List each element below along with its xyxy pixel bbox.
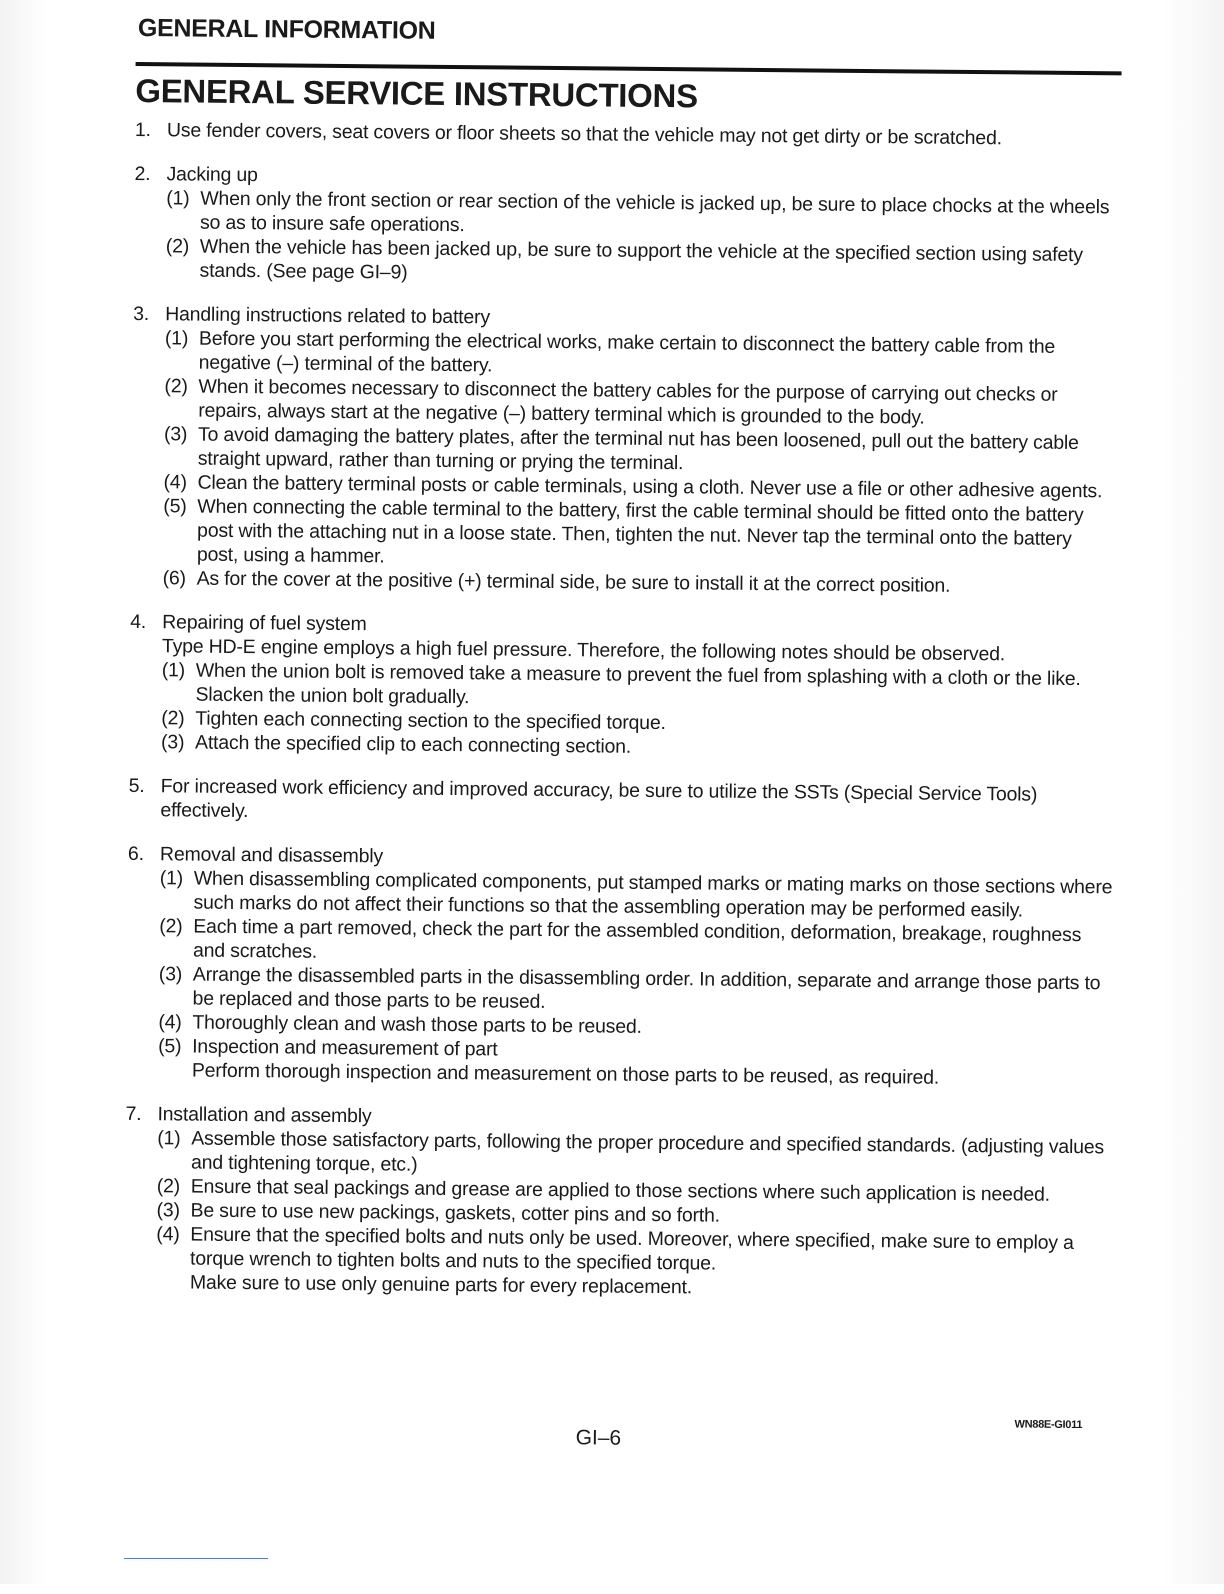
item-number: 2. <box>134 162 151 186</box>
item-number: 7. <box>125 1102 142 1126</box>
sub-item <box>165 234 1119 291</box>
sub-item-number: (3) <box>156 1199 180 1222</box>
sub-item-number: (1) <box>159 867 184 890</box>
sub-item-number: (1) <box>161 659 186 682</box>
item-text: For increased work efficiency and improved accuracy, be sure to utilize the SSTs (Special Service Tools) effectively. <box>160 775 1038 823</box>
item-text: Use fender covers, seat covers or floor sheets so that the vehicle may not get dirty or be scratched. <box>166 119 1002 150</box>
sub-item-text: When only the front section or rear section of the vehicle is jacked up, be sure to place chocks at the wheels so as to insure safe operations. <box>199 187 1110 237</box>
instruction-item <box>133 162 1120 291</box>
item-text: Handling instructions related to battery <box>165 303 491 329</box>
page-title: GENERAL SERVICE INSTRUCTIONS <box>135 71 698 115</box>
sub-item <box>163 494 1118 575</box>
sub-item-text: Tighten each connecting section to the specified torque. <box>195 707 666 735</box>
sub-item-number: (4) <box>156 1223 180 1246</box>
item-text: Installation and assembly <box>157 1103 372 1128</box>
sub-item-number: (3) <box>160 731 185 754</box>
item-number: 4. <box>130 610 147 634</box>
item-note: Type HD-E engine employs a high fuel pressure. Therefore, the following notes should be observed. <box>161 635 1006 666</box>
sub-item-text: Before you start performing the electrical works, make certain to disconnect the battery cable from the negative (–) terminal of the battery. <box>198 327 1056 377</box>
sub-item <box>156 1222 1111 1303</box>
sub-item-text: Inspection and measurement of part <box>192 1035 498 1061</box>
sub-item-number: (5) <box>158 1035 182 1058</box>
sub-item-text: As for the cover at the positive (+) terminal side, be sure to install it at the correct position. <box>196 567 951 597</box>
sub-item-text: Arrange the disassembled parts in the disassembling order. In addition, separate and arrange those parts to be replaced and those parts to be reused. <box>192 963 1101 1013</box>
item-number: 1. <box>134 118 151 142</box>
sub-item-note: Perform thorough inspection and measurement on those parts to be reused, as required. <box>191 1059 940 1089</box>
scan-artifact-line <box>124 1558 268 1559</box>
instruction-item <box>129 610 1116 763</box>
instruction-item <box>135 118 1121 151</box>
item-text: Repairing of fuel system <box>162 611 367 636</box>
sub-item-number: (2) <box>161 707 185 730</box>
instruction-item <box>126 842 1114 1091</box>
sub-item-text: When disassembling complicated components, put stamped marks or mating marks on those sections where such marks do not affect their functions so that the assembling operation may be performed easily. <box>193 867 1113 922</box>
item-text: Removal and disassembly <box>159 843 384 868</box>
sub-item-text: Ensure that seal packings and grease are applied to those sections where such application is needed. <box>190 1175 1051 1206</box>
sub-item-number: (1) <box>166 187 190 210</box>
sub-item-number: (4) <box>158 1011 182 1034</box>
instruction-item <box>128 774 1114 831</box>
sub-item-text: Ensure that the specified bolts and nuts only be used. Moreover, where specified, make sure to employ a torque wrench to tighten bolts and nuts to the specified torque. <box>190 1223 1074 1275</box>
item-number: 5. <box>128 774 145 798</box>
sub-item-text: Thoroughly clean and wash those parts to be reused. <box>192 1011 642 1038</box>
document-code: WN88E-GI011 <box>1014 1418 1083 1432</box>
sub-item <box>158 1034 1112 1091</box>
sub-item-text: When connecting the cable terminal to the battery, first the cable terminal should be fitted onto the battery post with the attaching nut in a loose state. Then, tighten the nut. Never tap the terminal onto the battery post, using a hammer. <box>196 495 1084 568</box>
sub-item-text: Clean the battery terminal posts or cable terminals, using a cloth. Never use a file or other adhesive agents. <box>197 471 1103 503</box>
instruction-item <box>131 302 1120 599</box>
sub-item-text: Assemble those satisfactory parts, following the proper procedure and specified standards. (adjusting values and tightening torque, etc.) <box>190 1127 1105 1176</box>
sub-item-number: (2) <box>156 1175 181 1198</box>
sub-item-text: Be sure to use new packings, gaskets, cotter pins and so forth. <box>190 1199 721 1227</box>
item-number: 6. <box>127 842 144 866</box>
sub-item-number: (2) <box>164 375 188 398</box>
sub-item-number: (2) <box>165 235 190 258</box>
page-number: GI–6 <box>575 1426 622 1450</box>
sub-item-number: (3) <box>158 963 183 986</box>
sub-item-text: Attach the specified clip to each connecting section. <box>194 731 632 758</box>
sub-item-note: Make sure to use only genuine parts for every replacement. <box>189 1271 693 1299</box>
section-header: GENERAL INFORMATION <box>137 13 436 45</box>
item-number: 3. <box>133 302 150 326</box>
sub-item-text: When the vehicle has been jacked up, be sure to support the vehicle at the specified section using safety stands. (See page GI–9) <box>199 235 1083 284</box>
sub-item-number: (1) <box>164 327 189 350</box>
sub-item-text: Each time a part removed, check the part for the assembled condition, deformation, breakage, roughness and scratches. <box>192 915 1082 963</box>
sub-item-number: (4) <box>163 471 187 494</box>
sub-item-number: (6) <box>162 567 186 590</box>
sub-item-number: (1) <box>157 1127 181 1150</box>
instruction-item <box>124 1102 1112 1303</box>
sub-item-text: When it becomes necessary to disconnect the battery cables for the purpose of carrying out checks or repairs, always start at the negative (–) battery terminal which is grounded to the body. <box>198 375 1058 429</box>
sub-item-text: To avoid damaging the battery plates, after the terminal nut has been loosened, pull out the battery cable straight upward, rather than turning or prying the terminal. <box>197 423 1079 475</box>
sub-item-number: (2) <box>159 915 183 938</box>
sub-item-number: (5) <box>163 495 187 518</box>
sub-item-text: When the union bolt is removed take a measure to prevent the fuel from splashing with a cloth or the like. Slacken the union bolt gradually. <box>195 659 1081 709</box>
sub-item-number: (3) <box>163 423 188 446</box>
item-text: Jacking up <box>166 163 258 187</box>
instructions-list <box>124 118 1121 1323</box>
